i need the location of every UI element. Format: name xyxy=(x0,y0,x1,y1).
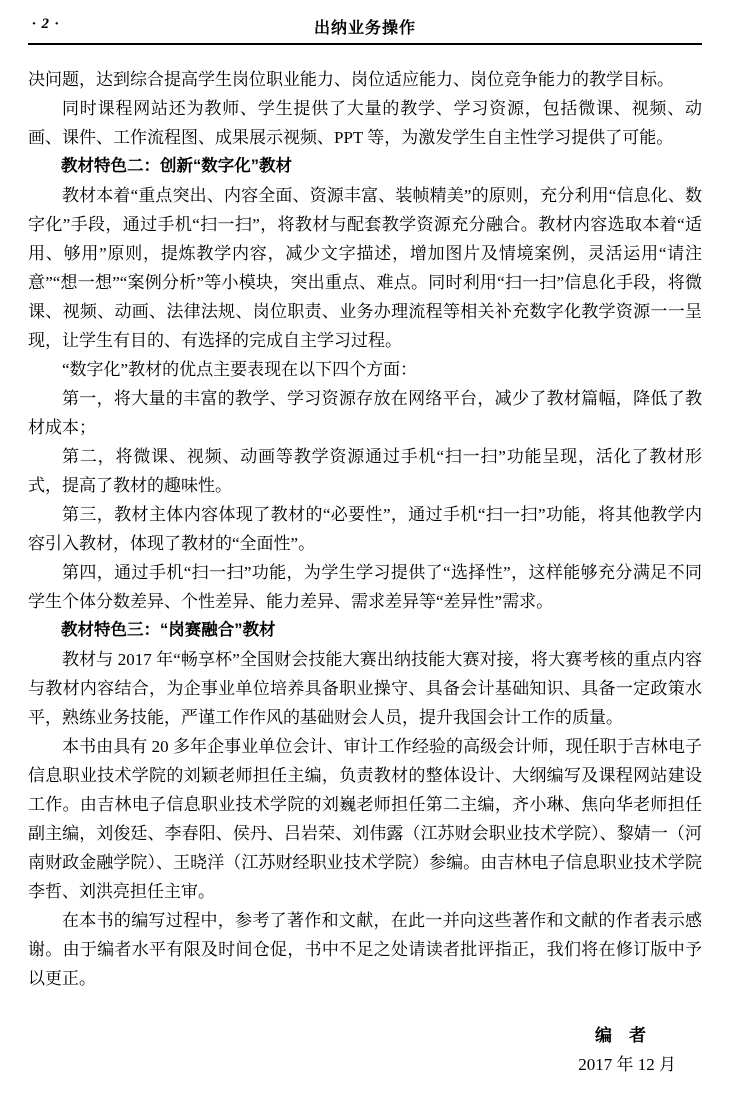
author-signature: 编 者 xyxy=(595,1026,646,1045)
running-head-title: 出纳业务操作 xyxy=(313,20,416,37)
body-paragraph: “数字化”教材的优点主要表现在以下四个方面： xyxy=(62,360,418,379)
body-paragraph: 第一，将大量的丰富的教学、学习资源存放在网络平台，减少了教材篇幅，降低了教材成本； xyxy=(28,389,702,437)
page-number: · 2 · xyxy=(32,16,60,32)
body-paragraph: 教材本着“重点突出、内容全面、资源丰富、装帧精美”的原则，充分利用“信息化、数字化”手段，通过手机“扫一扫”，将教材与配套教学资源充分融合。教材内容选取本着“适用、够用”原则，提炼教学内容，减少文字描述，增加图片及情境案例，灵活运用“请注意”“想一想”“案例分析”等小模块，突出重点、难点。同时利用“扫一扫”信息化手段，将微课、视频、动画、法律法规、岗位职责、业务办理流程等相关补充数字化教学资源一一呈现，让学生有目的、有选择的完成自主学习过程。 xyxy=(28,186,702,350)
document-body xyxy=(28,65,702,993)
section-heading: 教材特色三：“岗赛融合”教材 xyxy=(61,621,276,639)
page-header xyxy=(28,14,702,38)
body-paragraph: 在本书的编写过程中，参考了著作和文献，在此一并向这些著作和文献的作者表示感谢。由于编者水平有限及时间仓促，书中不足之处请读者批评指正，我们将在修订版中予以更正。 xyxy=(28,911,702,988)
signature-block xyxy=(28,1021,702,1079)
signature-date: 2017 年 12 月 xyxy=(578,1055,676,1074)
body-paragraph: 第四，通过手机“扫一扫”功能，为学生学习提供了“选择性”，这样能够充分满足不同学生个体分数差异、个性差异、能力差异、需求差异等“差异性”需求。 xyxy=(28,563,702,611)
section-heading: 教材特色二：创新“数字化”教材 xyxy=(61,157,292,175)
body-paragraph: 决问题，达到综合提高学生岗位职业能力、岗位适应能力、岗位竞争能力的教学目标。 xyxy=(28,70,674,89)
body-paragraph: 本书由具有 20 多年企事业单位会计、审计工作经验的高级会计师，现任职于吉林电子信息职业技术学院的刘颖老师担任主编，负责教材的整体设计、大纲编写及课程网站建设工作。由吉林电子信息职业技术学院的刘巍老师担任第二主编，齐小琳、焦向华老师担任副主编，刘俊廷、李春阳、侯丹、吕岩荣、刘伟露（江苏财会职业技术学院）、黎婧一（河南财政金融学院）、王晓洋（江苏财经职业技术学院）参编。由吉林电子信息职业技术学院李哲、刘洪亮担任主审。 xyxy=(28,737,702,901)
body-paragraph: 教材与 2017 年“畅享杯”全国财会技能大赛出纳技能大赛对接，将大赛考核的重点内容与教材内容结合，为企事业单位培养具备职业操守、具备会计基础知识、具备一定政策水平，熟练业务技能，严谨工作作风的基础财会人员，提升我国会计工作的质量。 xyxy=(28,650,702,727)
header-rule xyxy=(28,43,702,45)
body-paragraph: 同时课程网站还为教师、学生提供了大量的教学、学习资源，包括微课、视频、动画、课件、工作流程图、成果展示视频、PPT 等，为激发学生自主性学习提供了可能。 xyxy=(28,99,702,147)
body-paragraph: 第三，教材主体内容体现了教材的“必要性”，通过手机“扫一扫”功能，将其他教学内容引入教材，体现了教材的“全面性”。 xyxy=(28,505,702,553)
body-paragraph: 第二，将微课、视频、动画等教学资源通过手机“扫一扫”功能呈现，活化了教材形式，提高了教材的趣味性。 xyxy=(28,447,702,495)
